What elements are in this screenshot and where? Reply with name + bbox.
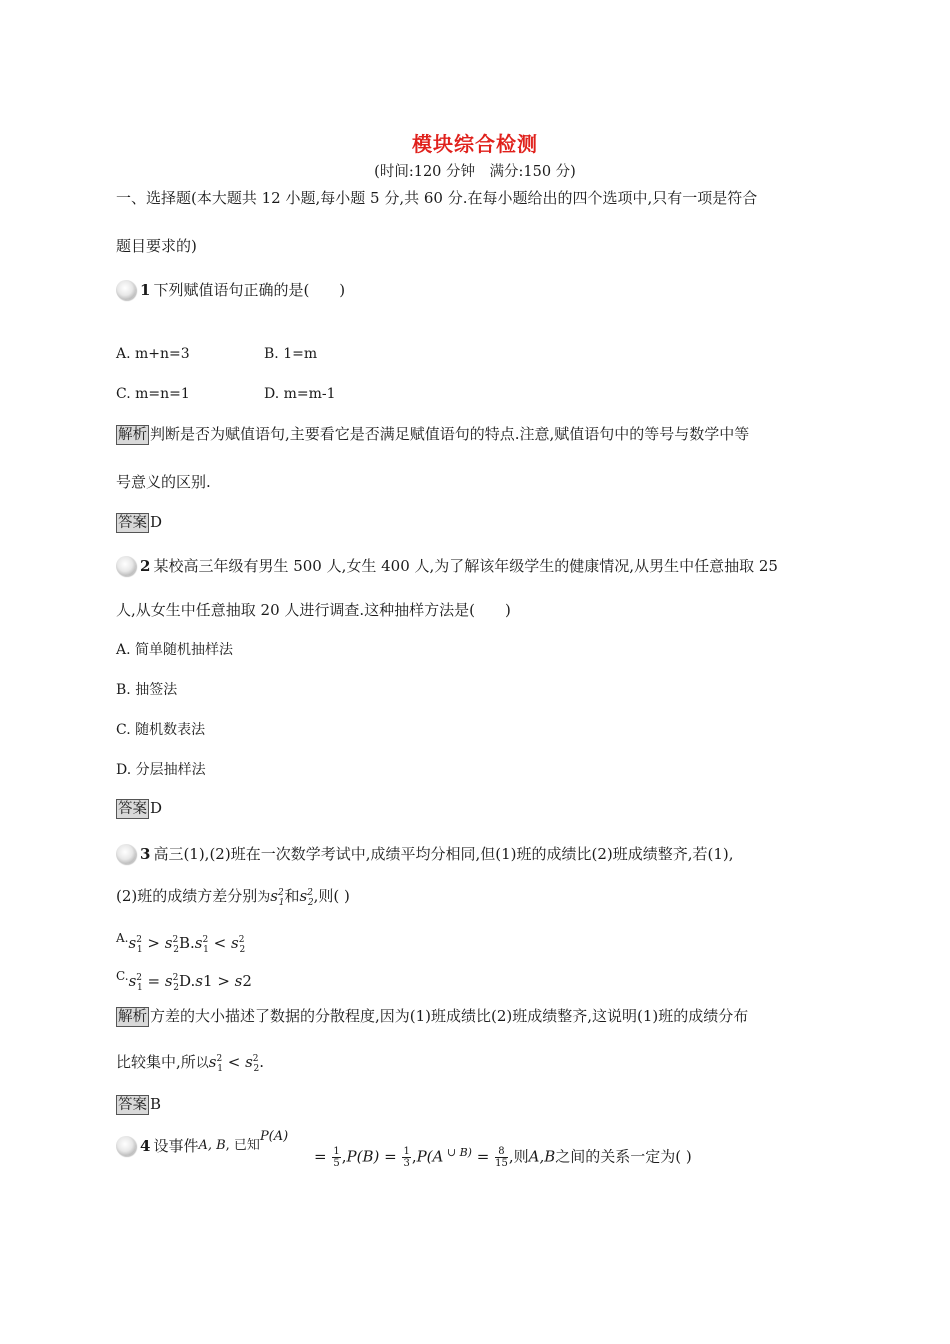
question-stem: 下列赋值语句正确的是( ) — [153, 281, 346, 299]
option-b[interactable]: B. 抽签法 — [116, 682, 178, 698]
question-1 — [116, 280, 345, 300]
option-a[interactable]: A. 简单随机抽样法 — [116, 642, 234, 658]
answer-label: 答案 — [118, 515, 147, 531]
stem-text: 设事件 — [153, 1137, 199, 1155]
exam-info: (时间:120 分钟 满分:150 分) — [374, 164, 576, 180]
analysis-label: 解析 — [118, 427, 147, 443]
fraction-one-fifth: $\frac{1}{5}$ — [333, 1146, 340, 1169]
question-4 — [116, 1129, 289, 1156]
question-number: 4 — [140, 1137, 151, 1155]
stem-text: (2)班的成绩方差分别 — [116, 887, 258, 905]
question-bullet-icon — [116, 556, 136, 576]
question-bullet-icon — [116, 844, 136, 864]
question-4-formula: = $\frac{1}{5}$ ,P(B) = $\frac{1}{3}$ ,P(A ∪ $^{B)}$ = $\frac{8}{15}$ ,则A,B之间的关系一定为( ) — [314, 1145, 692, 1169]
math-s2-squared: $s^2_2$ — [299, 887, 314, 908]
option-row-ab[interactable]: $^{A.}s^2_1 > s^2_2B.s^2_1 < s^2_2$ — [116, 931, 246, 955]
option-d[interactable]: D. m=m-1 — [264, 386, 336, 402]
stem-text: 为 — [257, 890, 271, 905]
analysis-1-line2: 号意义的区别. — [116, 473, 211, 491]
analysis-3-line2: 比较集中,所以$s^2_1 < s^2_2$. — [116, 1053, 265, 1074]
question-2 — [116, 556, 778, 576]
analysis-label: 解析 — [118, 1009, 147, 1025]
answer-2 — [116, 798, 162, 819]
analysis-3 — [116, 1006, 748, 1027]
option-c[interactable]: C. 随机数表法 — [116, 722, 206, 738]
answer-label: 答案 — [118, 801, 147, 817]
section-heading-line2: 题目要求的) — [116, 237, 197, 255]
analysis-1 — [116, 424, 749, 445]
option-b[interactable]: B. 1=m — [264, 346, 318, 362]
math-s1-squared: $s^2_1$ — [270, 887, 285, 908]
option-d-label: D. — [179, 972, 196, 990]
question-2-line2: 人,从女生中任意抽取 20 人进行调查.这种抽样方法是( ) — [116, 601, 511, 619]
option-c-label: C. — [116, 969, 129, 983]
question-number: 2 — [140, 557, 151, 575]
option-d[interactable]: D. 分层抽样法 — [116, 762, 206, 778]
stem-events: A, B — [198, 1138, 226, 1153]
option-row-cd[interactable]: $^{C.}s^2_1 = s^2_2D.s1 > s2$ — [116, 969, 252, 993]
analysis-text: 方差的大小描述了数据的分散程度,因为(1)班成绩比(2)班成绩整齐,这说明(1)班的成绩分布 — [150, 1007, 749, 1025]
question-bullet-icon — [116, 280, 136, 300]
page-title: 模块综合检测 — [412, 132, 538, 156]
stem-text: , 已知 — [225, 1138, 260, 1153]
question-3-line2 — [116, 886, 350, 908]
stem-text: 和 — [284, 887, 300, 905]
answer-3 — [116, 1094, 161, 1115]
analysis-text: 判断是否为赋值语句,主要看它是否满足赋值语句的特点.注意,赋值语句中的等号与数学中等 — [150, 425, 750, 443]
question-bullet-icon — [116, 1136, 136, 1156]
question-3 — [116, 844, 734, 864]
option-c[interactable]: C. m=n=1 — [116, 386, 190, 402]
answer-value: B — [150, 1095, 162, 1113]
answer-value: D — [150, 513, 163, 531]
option-b-label: B. — [178, 934, 195, 952]
question-number: 1 — [140, 281, 151, 299]
question-stem: 高三(1),(2)班在一次数学考试中,成绩平均分相同,但(1)班的成绩比(2)班成绩整齐,若(1), — [153, 845, 734, 863]
fraction-eight-fifteenths: $\frac{8}{15}$ — [495, 1146, 508, 1169]
answer-value: D — [150, 799, 163, 817]
stem-text: ,则( ) — [313, 887, 350, 905]
option-a[interactable]: A. m+n=3 — [116, 346, 190, 362]
section-heading-line1: 一、选择题(本大题共 12 小题,每小题 5 分,共 60 分.在每小题给出的四个选项中,只有一项是符合 — [116, 189, 758, 207]
answer-1 — [116, 512, 162, 533]
answer-label: 答案 — [118, 1097, 147, 1113]
math-pa: P(A) — [259, 1129, 289, 1144]
question-number: 3 — [140, 845, 151, 863]
question-stem: 某校高三年级有男生 500 人,女生 400 人,为了解该年级学生的健康情况,从男生中任意抽取 25 — [153, 557, 778, 575]
option-a-label: A. — [116, 931, 129, 945]
fraction-one-third: $\frac{1}{3}$ — [403, 1146, 410, 1169]
